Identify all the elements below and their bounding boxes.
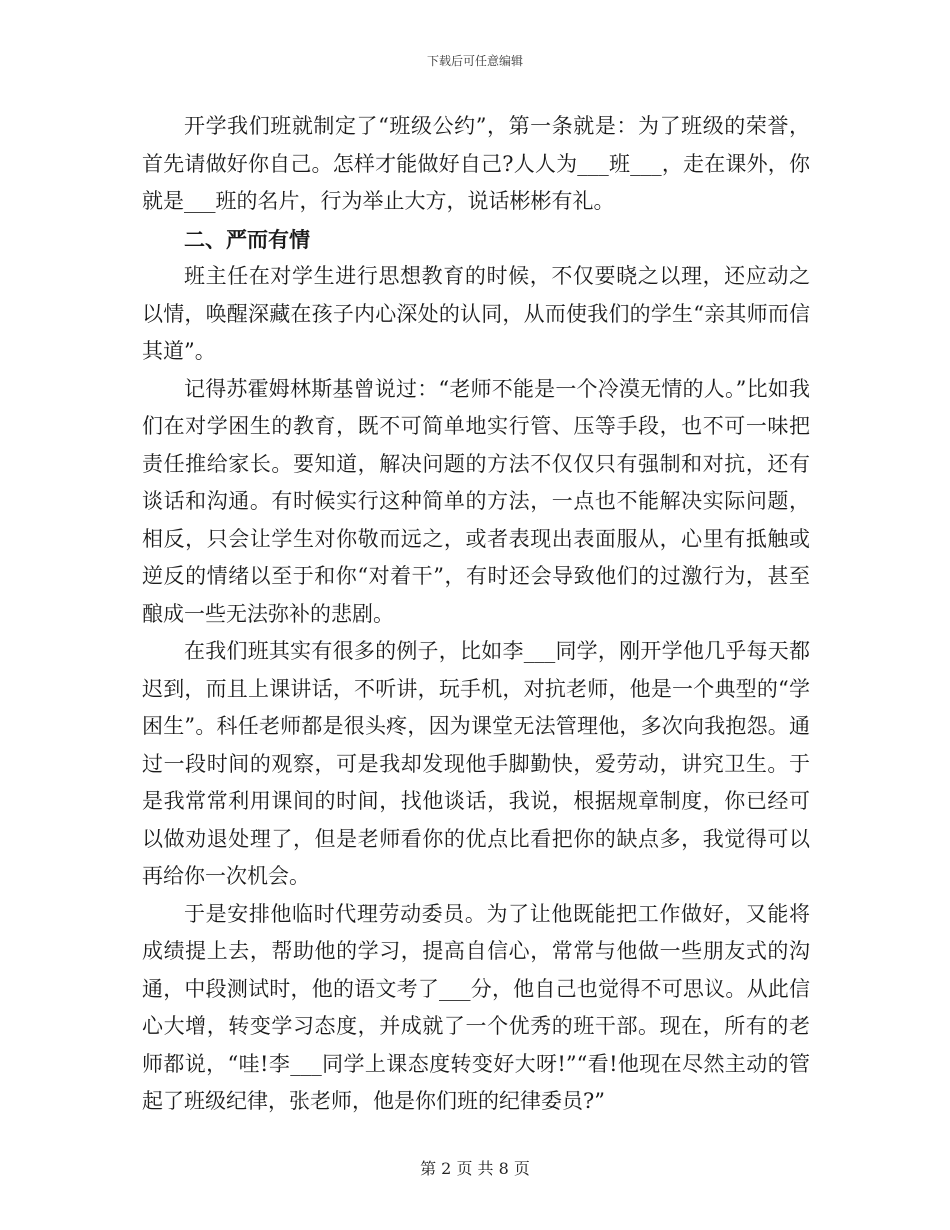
paragraph-labor-committee: 于是安排他临时代理劳动委员。为了让他既能把工作做好，又能将成绩提上去，帮助他的学习，提高自信心，常常与他做一些朋友式的沟通，中段测试时，他的语文考了___分，他自己也觉得不可思议。从此信心大增，转变学习态度，并成就了一个优秀的班干部。现在，所有的老师都说，“哇!李___同学上课态度转变好大呀!”“看!他现在尽然主动的管起了班级纪律，张老师，他是你们班的纪律委员?” xyxy=(142,901,810,1113)
paragraph-class-convention: 开学我们班就制定了“班级公约”，第一条就是：为了班级的荣誉，首先请做好你自己。怎样才能做好自己?人人为___班___，走在课外，你就是___班的名片，行为举止大方，说话彬彬有礼。 xyxy=(142,114,810,213)
page-number-footer: 第 2 页 共 8 页 xyxy=(420,1159,530,1178)
paragraph-sukhomlinsky-quote: 记得苏霍姆林斯基曾说过：“老师不能是一个冷漠无情的人。”比如我们在对学困生的教育，既不可简单地实行管、压等手段，也不可一味把责任推给家长。要知道，解决问题的方法不仅仅只有强制和对抗，还有谈话和沟通。有时候实行这种简单的方法，一点也不能解决实际问题，相反，只会让学生对你敬而远之，或者表现出表面服从，心里有抵触或逆反的情绪以至于和你“对着干”，有时还会导致他们的过激行为，甚至酿成一些无法弥补的悲剧。 xyxy=(142,376,810,626)
paragraph-reason-and-emotion: 班主任在对学生进行思想教育的时候，不仅要晓之以理，还应动之以情，唤醒深藏在孩子内心深处的认同，从而使我们的学生“亲其师而信其道”。 xyxy=(142,264,810,363)
document-body xyxy=(142,108,810,1121)
page-header: 下载后可任意编辑 xyxy=(426,54,523,68)
paragraph-student-example: 在我们班其实有很多的例子，比如李___同学，刚开学他几乎每天都迟到，而且上课讲话，不听讲，玩手机，对抗老师，他是一个典型的“学困生”。科任老师都是很头疼，因为课堂无法管理他，多次向我抱怨。通过一段时间的观察，可是我却发现他手脚勤快，爱劳动，讲究卫生。于是我常常利用课间的时间，找他谈话，我说，根据规章制度，你已经可以做劝退处理了，但是老师看你的优点比看把你的缺点多，我觉得可以再给你一次机会。 xyxy=(142,639,810,888)
section-heading-strict-with-love: 二、严而有情 xyxy=(184,226,310,252)
